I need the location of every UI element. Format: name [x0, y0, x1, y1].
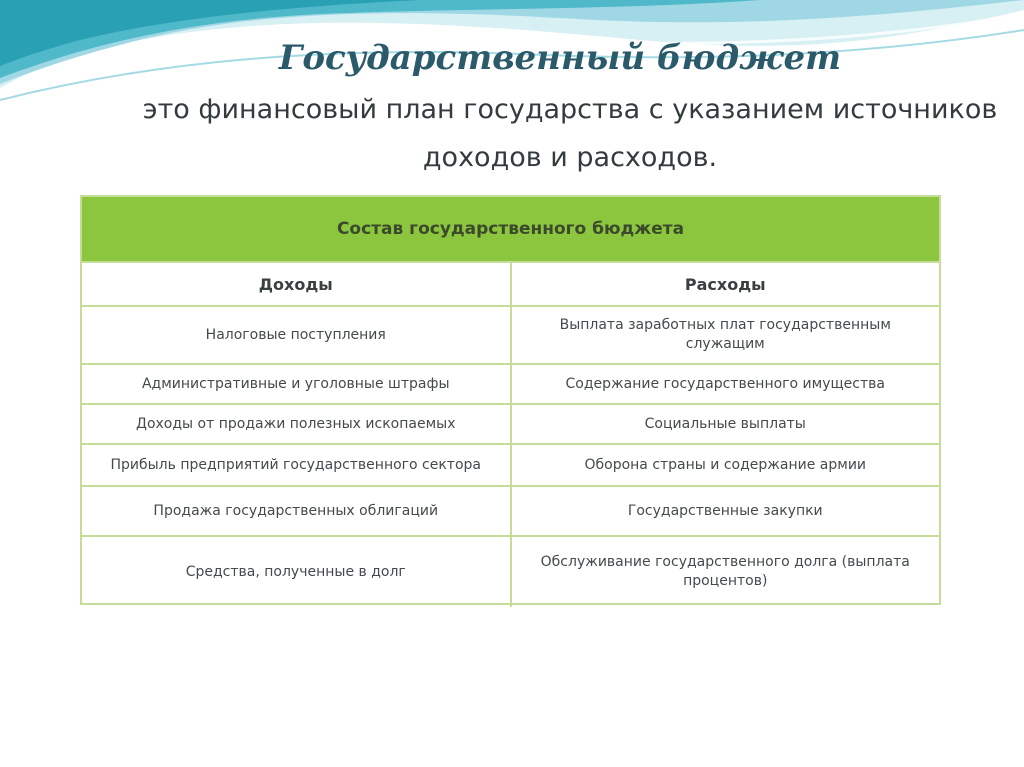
table-title: Состав государственного бюджета [82, 197, 939, 261]
income-cell: Средства, полученные в долг [185, 563, 406, 580]
table-row [82, 485, 939, 535]
slide-title: Государственный бюджет [278, 38, 842, 78]
income-cell: Налоговые поступления [205, 326, 386, 343]
slide-subtitle: это финансовый план государства с указанием источников доходов и расходов. [142, 94, 998, 173]
expense-cell: Государственные закупки [510, 487, 940, 535]
table-header-row [82, 261, 939, 305]
income-cell: Доходы от продажи полезных ископаемых [136, 415, 456, 432]
expense-cell: Обслуживание государственного долга (выплата процентов) [510, 537, 940, 607]
table-row [82, 363, 939, 403]
income-cell: Продажа государственных облигаций [153, 502, 439, 519]
table-row [82, 443, 939, 485]
table-row [82, 403, 939, 443]
table-row [82, 305, 939, 363]
budget-table [80, 195, 941, 605]
expense-cell: Содержание государственного имущества [510, 365, 940, 403]
header-expenses: Расходы [510, 263, 940, 305]
table-row [82, 535, 939, 607]
income-cell: Прибыль предприятий государственного сектора [110, 456, 481, 473]
header-income: Доходы [258, 274, 333, 294]
expense-cell: Выплата заработных плат государственным служащим [510, 307, 940, 363]
expense-cell: Социальные выплаты [510, 405, 940, 443]
expense-cell: Оборона страны и содержание армии [510, 445, 940, 485]
income-cell: Административные и уголовные штрафы [141, 375, 450, 392]
